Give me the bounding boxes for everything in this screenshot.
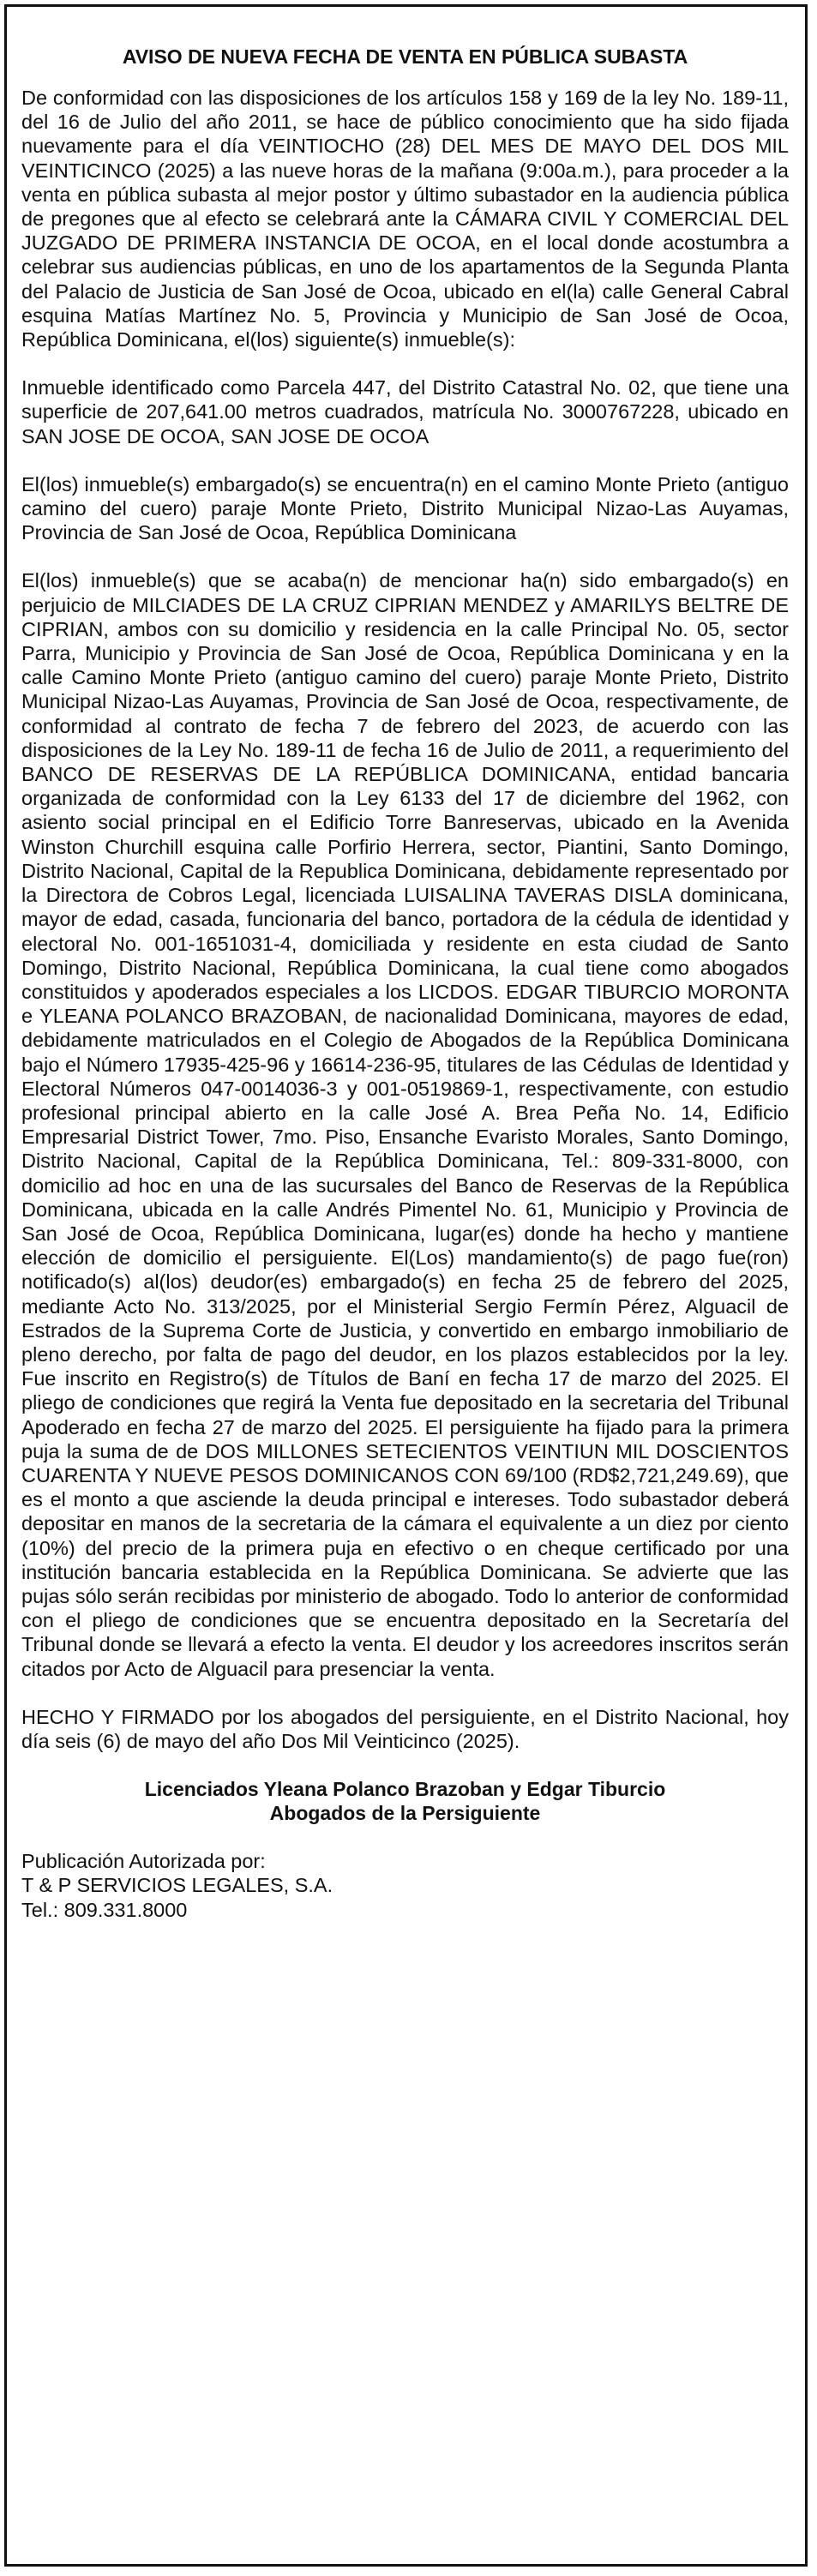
- paragraph-seizure-details: El(los) inmueble(s) que se acaba(n) de mencionar ha(n) sido embargado(s) en perjuicio de MILCIADES DE LA CRUZ CIPRIAN MENDEZ y AMARILYS BELTRE DE CIPRIAN, ambos con su domicilio y residencia en la calle Principal No. 05, sector Parra, Municipio y Provincia de San José de Ocoa, República Dominicana y en la calle Camino Monte Prieto (antiguo camino del cuero) paraje Monte Prieto, Distrito Municipal Nizao-Las Auyamas, Provincia de San José de Ocoa, respectivamente, de conformidad al contrato de fecha 7 de febrero del 2023, de acuerdo con las disposiciones de la Ley No. 189-11 de fecha 16 de Julio de 2011, a requerimiento del BANCO DE RESERVAS DE LA REPÚBLICA DOMINICANA, entidad bancaria organizada de conformidad con la Ley 6133 del 17 de diciembre del 1962, con asiento social principal en el Edificio Torre Banreservas, ubicado en la Avenida Winston Churchill esquina calle Porfirio Herrera, sector, Piantini, Santo Domingo, Distrito Nacional, Capital de la Republica Dominicana, debidamente representado por la Directora de Cobros Legal, licenciada LUISALINA TAVERAS DISLA dominicana, mayor de edad, casada, funcionaria del banco, portadora de la cédula de identidad y electoral No. 001-1651031-4, domiciliada y residente en esta ciudad de Santo Domingo, Distrito Nacional, República Dominicana, la cual tiene como abogados constituidos y apoderados especiales a los LICDOS. EDGAR TIBURCIO MORONTA e YLEANA POLANCO BRAZOBAN, de nacionalidad Dominicana, mayores de edad, debidamente matriculados en el Colegio de Abogados de la República Dominicana bajo el Número 17935-425-96 y 16614-236-95, titulares de las Cédulas de Identidad y Electoral Números 047-0014036-3 y 001-0519869-1, respectivamente, con estudio profesional principal abierto en la calle José A. Brea Peña No. 14, Edificio Empresarial District Tower, 7mo. Piso, Ensanche Evaristo Morales, Santo Domingo, Distrito Nacional, Capital de la República Dominicana, Tel.: 809-331-8000, con domicilio ad hoc en una de las sucursales del Banco de Reservas de la República Dominicana, ubicada en la calle Andrés Pimentel No. 61, Municipio y Provincia de San José de Ocoa, República Dominicana, lugar(es) donde ha hecho y mantiene elección de domicilio el persiguiente. El(Los) mandamiento(s) de pago fue(ron) notificado(s) al(los) deudor(es) embargado(s) en fecha 25 de febrero del 2025, mediante Acto No. 313/2025, por el Ministerial Sergio Fermín Pérez, Alguacil de Estrados de la Suprema Corte de Justicia, y convertido en embargo inmobiliario de pleno derecho, por falta de pago del deudor, en los plazos establecidos por la ley. Fue inscrito en Registro(s) de Títulos de Baní en fecha 17 de marzo del 2025. El pliego de condiciones que regirá la Venta fue depositado en la secretaria del Tribunal Apoderado en fecha 27 de marzo del 2025. El persiguiente ha fijado para la primera puja la suma de de DOS MILLONES SETECIENTOS VEINTIUN MIL DOSCIENTOS CUARENTA Y NUEVE PESOS DOMINICANOS CON 69/100 (RD$2,721,249.69), que es el monto a que asciende la deuda principal e intereses. Todo subastador deberá depositar en manos de la secretaria de la cámara el equivalente a un diez por ciento (10%) del precio de la primera puja en efectivo o en cheque certificado por una institución bancaria establecida en la República Dominicana. Se advierte que las pujas sólo serán recibidas por ministerio de abogado. Todo lo anterior de conformidad con el pliego de condiciones que se encuentra depositado en la Secretaría del Tribunal donde se llevará a efecto la venta. El deudor y los acreedores inscritos serán citados por Acto de Alguacil para presenciar la venta.: [21, 569, 789, 1680]
- lawyers-signature: [21, 1777, 789, 1825]
- signature-role: Abogados de la Persiguiente: [269, 1802, 541, 1825]
- notice-title: AVISO DE NUEVA FECHA DE VENTA EN PÚBLICA SUBASTA: [122, 45, 688, 68]
- paragraph-property-identification: Inmueble identificado como Parcela 447, del Distrito Catastral No. 02, que tiene una superficie de 207,641.00 metros cuadrados, matrícula No. 3000767228, ubicado en SAN JOSE DE OCOA, SAN JOSE DE OCOA: [21, 376, 789, 447]
- publisher-phone: Tel.: 809.331.8000: [21, 1898, 188, 1921]
- publisher-company: T & P SERVICIOS LEGALES, S.A.: [21, 1874, 333, 1897]
- publisher-authorization: Publicación Autorizada por:: [21, 1850, 266, 1873]
- paragraph-signed-statement: HECHO Y FIRMADO por los abogados del persiguiente, en el Distrito Nacional, hoy día seis (6) de mayo del año Dos Mil Veinticinco (2025).: [21, 1705, 789, 1752]
- notice-content: [21, 45, 789, 1922]
- publisher-info: [21, 1849, 789, 1922]
- paragraph-property-location: El(los) inmueble(s) embargado(s) se encuentra(n) en el camino Monte Prieto (antiguo camino del cuero) paraje Monte Prieto, Distrito Municipal Nizao-Las Auyamas, Provincia de San José de Ocoa, República Dominicana: [21, 472, 789, 544]
- paragraph-auction-announcement: De conformidad con las disposiciones de los artículos 158 y 169 de la ley No. 189-11, del 16 de Julio del año 2011, se hace de público conocimiento que ha sido fijada nuevamente para el día VEINTIOCHO (28) DEL MES DE MAYO DEL DOS MIL VEINTICINCO (2025) a las nueve horas de la mañana (9:00a.m.), para proceder a la venta en pública subasta al mejor postor y último subastador en la audiencia pública de pregones que al efecto se celebrará ante la CÁMARA CIVIL Y COMERCIAL DEL JUZGADO DE PRIMERA INSTANCIA DE OCOA, en el local donde acostumbra a celebrar sus audiencias públicas, en uno de los apartamentos de la Segunda Planta del Palacio de Justicia de San José de Ocoa, ubicado en el(la) calle General Cabral esquina Matías Martínez No. 5, Provincia y Municipio de San José de Ocoa, República Dominicana, el(los) siguiente(s) inmueble(s):: [21, 87, 789, 351]
- signature-names: Licenciados Yleana Polanco Brazoban y Edgar Tiburcio: [144, 1778, 666, 1801]
